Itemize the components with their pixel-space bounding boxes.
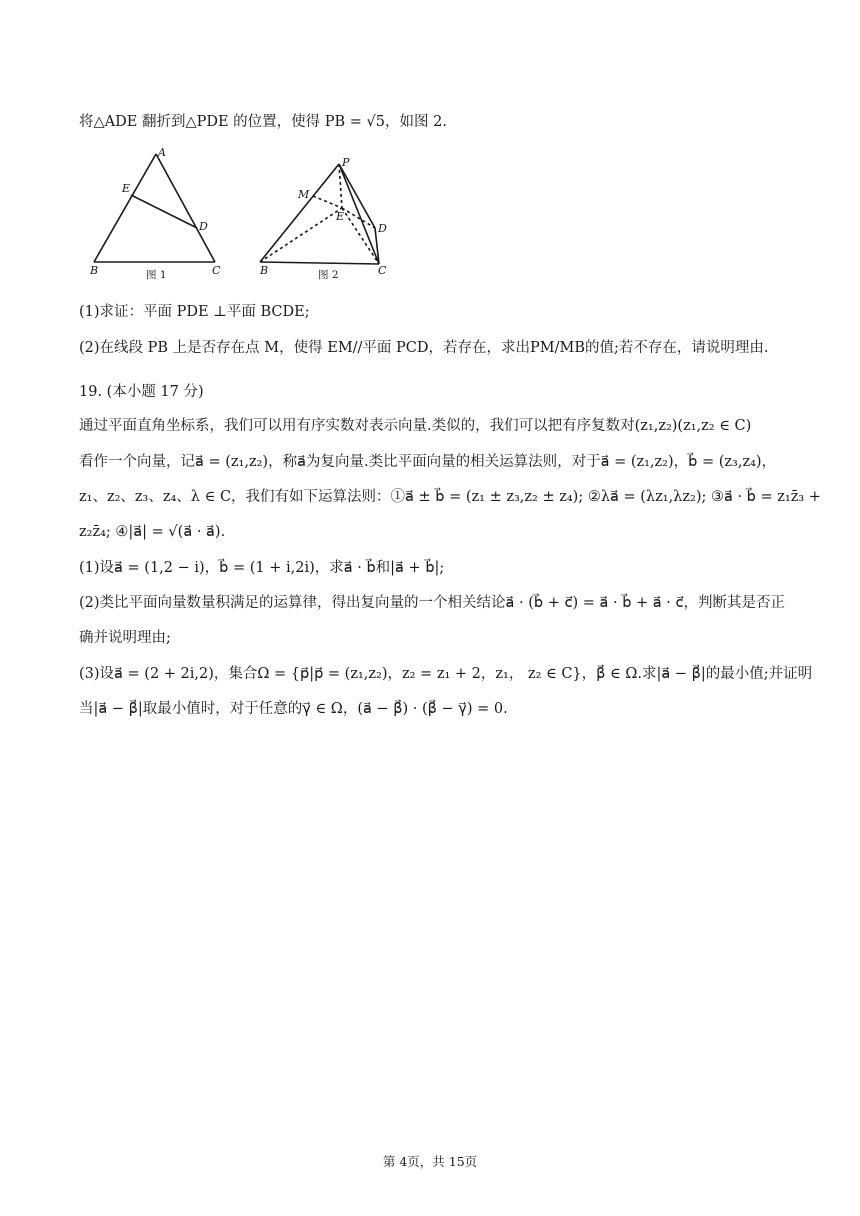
figure-2: [260, 164, 379, 264]
q18-part1: (1)求证：平面 PDE ⊥平面 BCDE;: [79, 304, 310, 320]
fig1-label-B: B: [90, 264, 99, 277]
geometry-figures: [80, 146, 420, 288]
fig2-label-D: D: [378, 222, 387, 235]
q19-line-8: (3)设a⃗ = (2 + 2i,2)，集合Ω = {p⃗|p⃗ = (z₁,z₂)，z₂ = z₁ + 2，z₁， z₂ ∈ C}，β⃗ ∈ Ω.求|a⃗ − β⃗|的最小值;并证明: [79, 666, 813, 682]
fig2-label-E: E: [336, 210, 345, 223]
q19-line-4: z₂z̄₄; ④|a⃗| = √(a⃗ · a⃗).: [79, 524, 226, 540]
q19-line-2: 看作一个向量，记a⃗ = (z₁,z₂)，称a⃗为复向量.类比平面向量的相关运算法则，对于a⃗ = (z₁,z₂)，b⃗ = (z₃,z₄)，: [79, 454, 777, 470]
fig1-label-A: A: [158, 146, 166, 159]
q19-line-1: 通过平面直角坐标系，我们可以用有序实数对表示向量.类似的，我们可以把有序复数对(z₁,z₂)(z₁,z₂ ∈ C): [79, 418, 752, 434]
fig2-label-M: M: [298, 188, 310, 201]
fig1-label-E: E: [122, 182, 131, 195]
fig2-label-P: P: [342, 156, 350, 169]
page-footer: 第 4页，共 15页: [382, 1154, 478, 1169]
q19-line-9: 当|a⃗ − β⃗|取最小值时，对于任意的γ⃗ ∈ Ω，(a⃗ − β⃗) · (β⃗ − γ⃗) = 0.: [79, 701, 508, 717]
fig2-label-C: C: [378, 264, 387, 277]
fig1-label-C: C: [212, 264, 221, 277]
q19-heading: 19. (本小题 17 分): [79, 384, 204, 400]
intro-line: 将△ADE 翻折到△PDE 的位置，使得 PB = √5，如图 2.: [79, 114, 447, 130]
fig1-caption: 图 1: [146, 269, 167, 281]
q18-part2: (2)在线段 PB 上是否存在点 M，使得 EM//平面 PCD，若存在，求出PM/MB的值;若不存在，请说明理由.: [79, 340, 769, 356]
q19-line-6: (2)类比平面向量数量积满足的运算律，得出复向量的一个相关结论a⃗ · (b⃗ + c⃗) = a⃗ · b⃗ + a⃗ · c⃗，判断其是否正: [79, 595, 785, 611]
q19-line-7: 确并说明理由;: [79, 630, 171, 646]
q19-line-3: z₁、z₂、z₃、z₄、λ ∈ C，我们有如下运算法则：①a⃗ ± b⃗ = (z₁ ± z₃,z₂ ± z₄); ②λa⃗ = (λz₁,λz₂); ③a⃗ · b⃗ = z₁z̄₃ +: [79, 489, 821, 505]
q19-line-5: (1)设a⃗ = (1,2 − i)，b⃗ = (1 + i,2i)，求a⃗ · b⃗和|a⃗ + b⃗|;: [79, 560, 445, 576]
figure-1: [94, 154, 215, 262]
fig2-label-B: B: [260, 264, 269, 277]
fig2-caption: 图 2: [318, 269, 339, 281]
fig1-label-D: D: [199, 220, 208, 233]
